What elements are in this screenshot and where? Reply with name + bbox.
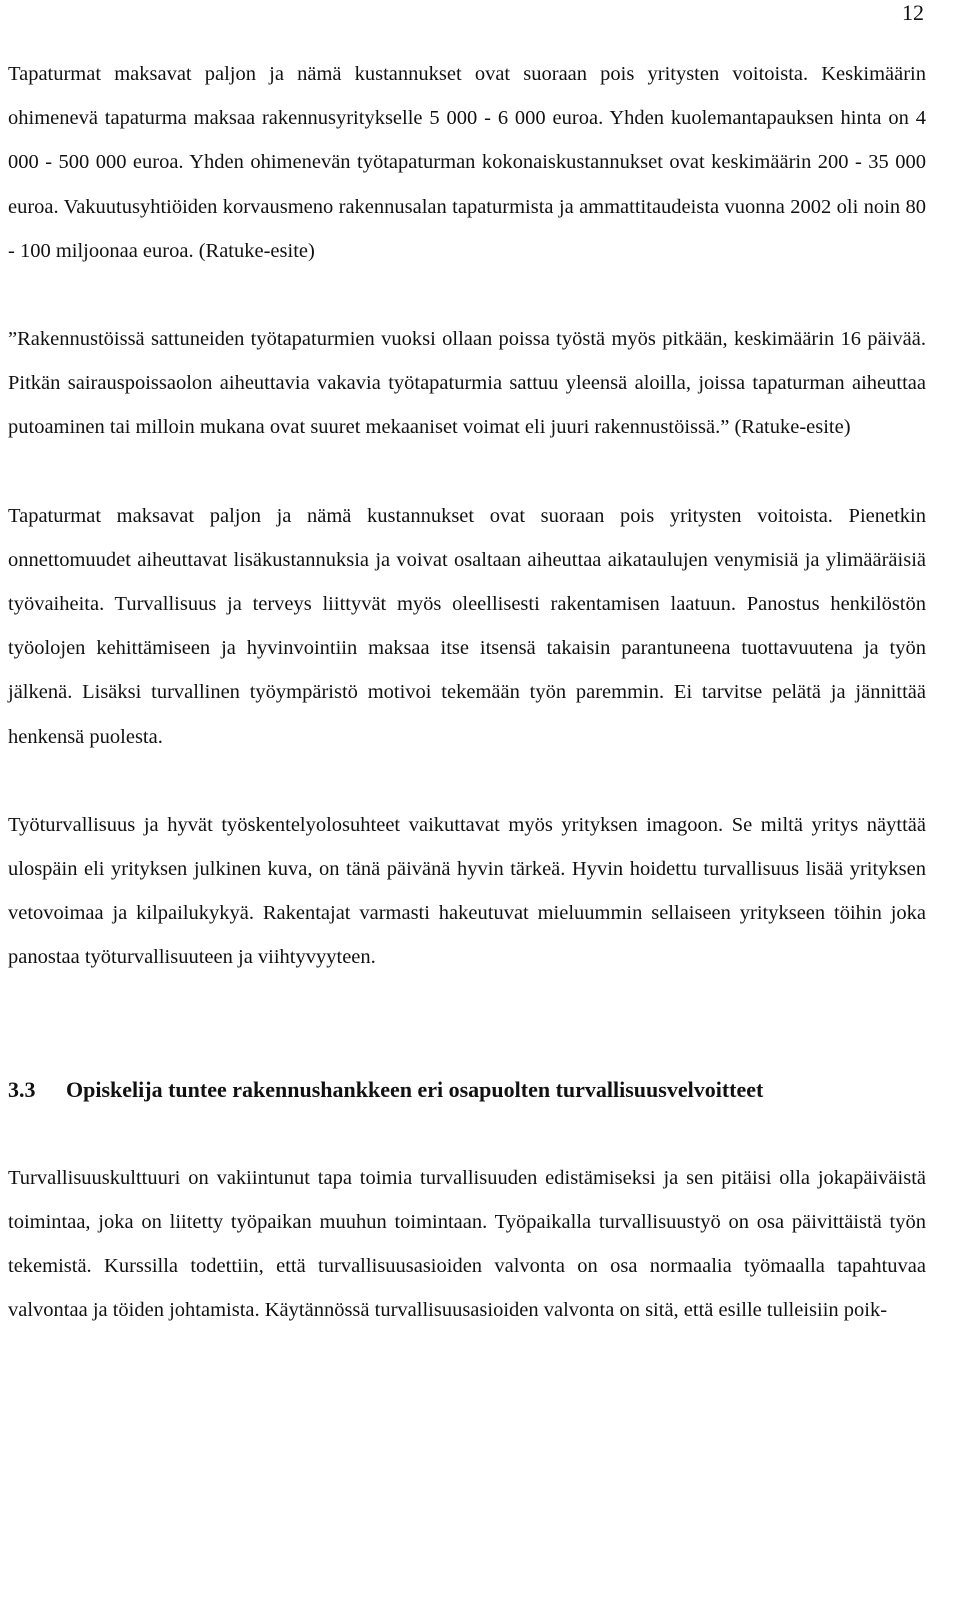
section-heading <box>8 1068 926 1112</box>
paragraph-spacer <box>8 1112 926 1156</box>
paragraph-quote-sick-leave: ”Rakennustöissä sattuneiden työtapaturmien vuoksi ollaan poissa työstä myös pitkään, keskimäärin 16 päivää. Pitkän sairauspoissaolon aiheuttavia vakavia työtapaturmia sattuu yleensä aloilla, joissa tapaturman aiheuttaa putoaminen tai milloin mukana ovat suuret mekaaniset voimat eli juuri rakennustöissä.” (Ratuke-esite) <box>8 328 926 439</box>
document-body <box>8 52 926 1332</box>
paragraph-spacer <box>8 273 926 317</box>
paragraph-accident-impacts: Tapaturmat maksavat paljon ja nämä kustannukset ovat suoraan pois yritysten voitoista. Pienetkin onnettomuudet aiheuttavat lisäkustannuksia ja voivat osaltaan aiheuttaa aikataulujen venymisiä ja ylimääräisiä työvaiheita. Turvallisuus ja terveys liittyvät myös oleellisesti rakentamisen laatuun. Panostus henkilöstön työolojen kehittämiseen ja hyvinvointiin maksaa itse itsensä takaisin parantuneena tuottavuutena ja työn jälkenä. Lisäksi turvallinen työympäristö motivoi tekemään työn paremmin. Ei tarvitse pelätä ja jännittää henkensä puolesta. <box>8 504 926 748</box>
paragraph-safety-culture: Turvallisuuskulttuuri on vakiintunut tapa toimia turvallisuuden edistämiseksi ja sen pitäisi olla jokapäiväistä toimintaa, joka on liitetty työpaikan muuhun toimintaan. Työpaikalla turvallisuustyö on osa päivittäistä työn tekemistä. Kurssilla todettiin, että turvallisuusasioiden valvonta on osa normaalia työmaalla tapahtuvaa valvontaa ja töiden johtamista. Käytännössä turvallisuusasioiden valvonta on sitä, että esille tulleisiin poik- <box>8 1166 926 1322</box>
page-number: 12 <box>902 0 924 25</box>
paragraph-spacer <box>8 980 926 1024</box>
paragraph-spacer <box>8 450 926 494</box>
paragraph-company-image: Työturvallisuus ja hyvät työskentelyolosuhteet vaikuttavat myös yrityksen imagoon. Se miltä yritys näyttää ulospäin eli yrityksen julkinen kuva, on tänä päivänä hyvin tärkeä. Hyvin hoidettu turvallisuus lisää yrityksen vetovoimaa ja kilpailukykyä. Rakentajat varmasti hakeutuvat mieluummin sellaiseen yritykseen töihin joka panostaa työturvallisuuteen ja viihtyvyyteen. <box>8 813 926 969</box>
paragraph-accident-costs: Tapaturmat maksavat paljon ja nämä kustannukset ovat suoraan pois yritysten voitoista. Keskimäärin ohimenevä tapaturma maksaa rakennusyritykselle 5 000 - 6 000 euroa. Yhden kuolemantapauksen hinta on 4 000 - 500 000 euroa. Yhden ohimenevän työtapaturman kokonaiskustannukset ovat keskimäärin 200 - 35 000 euroa. Vakuutusyhtiöiden korvausmeno rakennusalan tapaturmista ja ammattitaudeista vuonna 2002 oli noin 80 - 100 miljoonaa euroa. (Ratuke-esite) <box>8 63 926 262</box>
paragraph-spacer <box>8 759 926 803</box>
section-number: 3.3 <box>8 1076 36 1102</box>
paragraph-spacer <box>8 1024 926 1068</box>
section-title: Opiskelija tuntee rakennushankkeen eri osapuolten turvallisuusvelvoitteet <box>66 1076 764 1102</box>
